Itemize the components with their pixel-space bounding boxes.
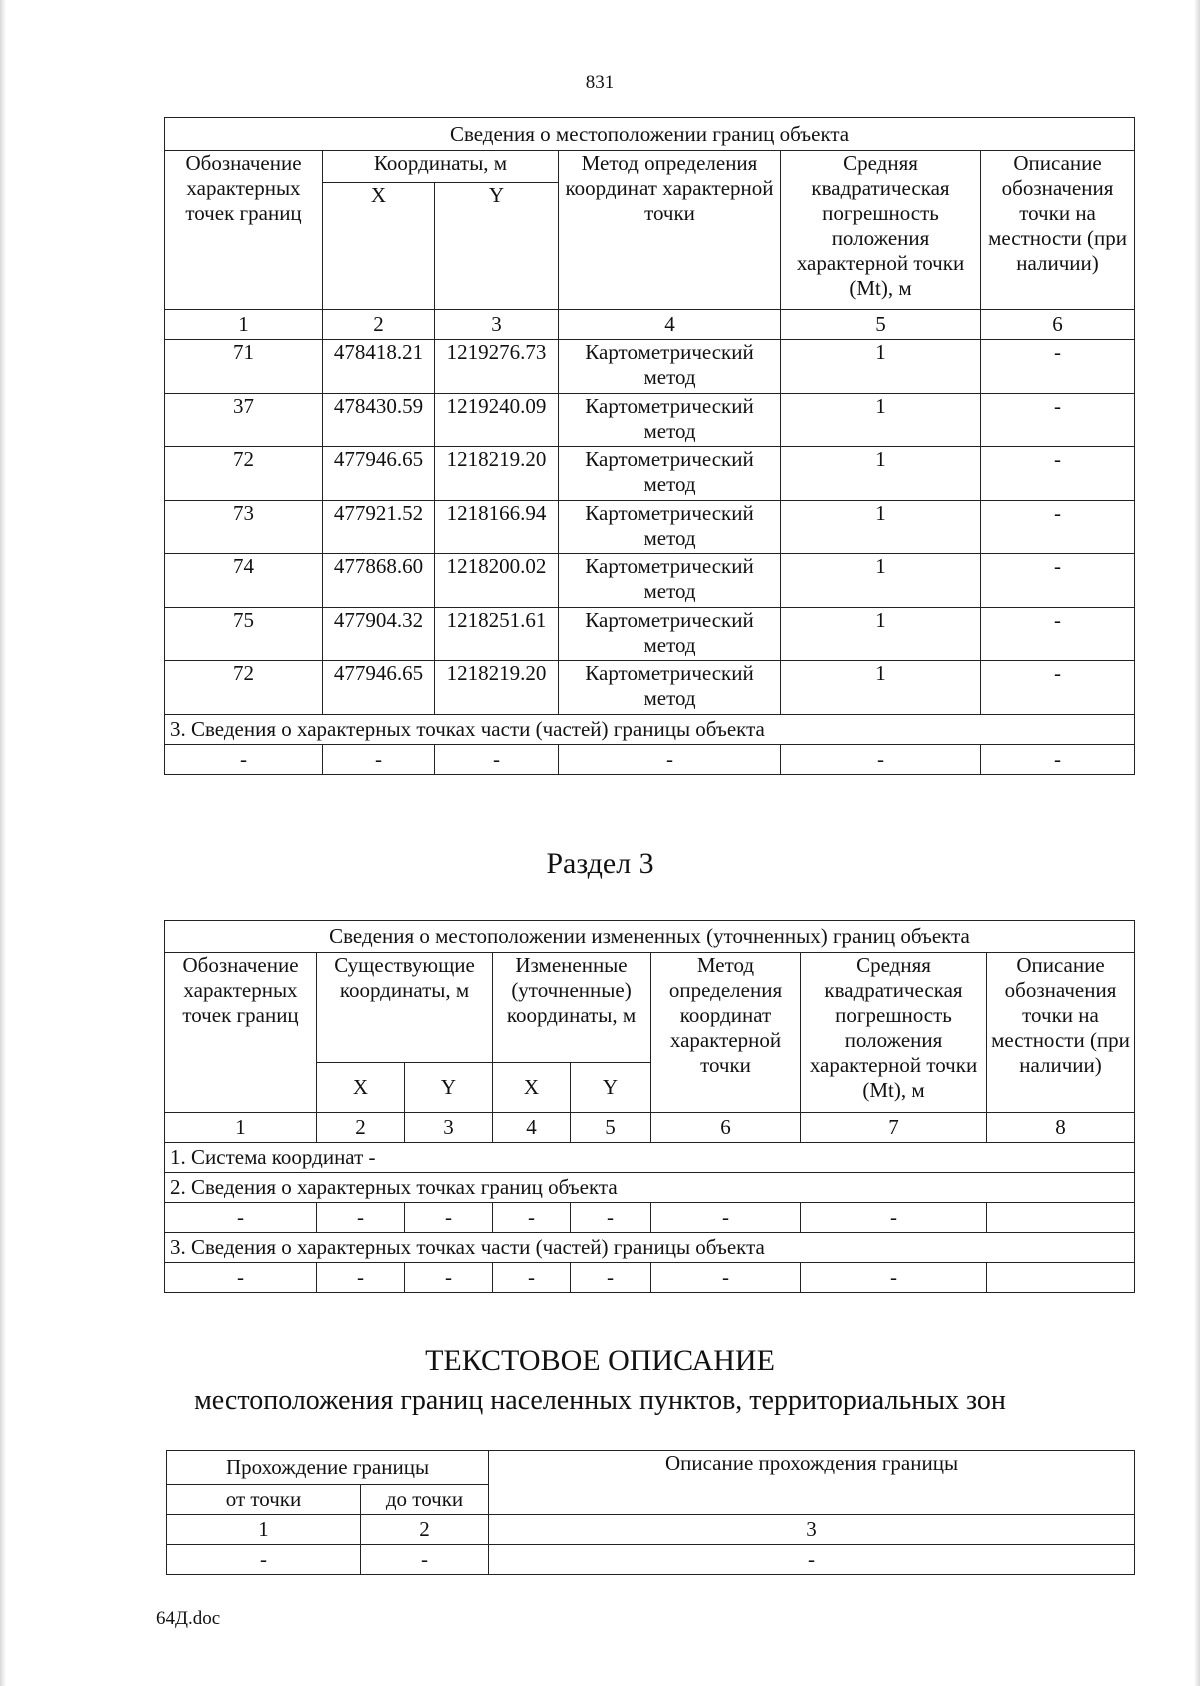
section-label: 1. Система координат - [165, 1143, 1135, 1173]
table-cell: - [435, 744, 559, 774]
table-cell: 1 [781, 607, 981, 661]
header-to-point: до точки [361, 1485, 489, 1515]
table-cell: - [981, 661, 1135, 715]
column-number: 1 [165, 1113, 317, 1143]
table-cell [987, 1203, 1135, 1233]
scan-edge-left [0, 0, 6, 1686]
table-cell: Картометрический метод [559, 607, 781, 661]
column-number: 2 [317, 1113, 405, 1143]
table-cell: 1 [781, 393, 981, 447]
header-designation: Обозначение характерных точек границ [165, 151, 323, 310]
column-number: 1 [165, 310, 323, 340]
table-cell: 1 [781, 554, 981, 608]
table-cell: Картометрический метод [559, 340, 781, 394]
table-cell: - [781, 744, 981, 774]
table-cell: 1219240.09 [435, 393, 559, 447]
table-cell: 1 [781, 500, 981, 554]
table-row [165, 1263, 1135, 1293]
boundary-description-table [166, 1450, 1135, 1575]
table-title: Сведения о местоположении границ объекта [165, 118, 1135, 151]
header-y: Y [435, 183, 559, 310]
header-existing-x: X [317, 1063, 405, 1113]
table-row [167, 1545, 1135, 1575]
column-number: 3 [489, 1515, 1135, 1545]
table-cell: - [317, 1263, 405, 1293]
header-description: Описание обозначения точки на местности (при наличии) [987, 953, 1135, 1113]
header-existing-y: Y [405, 1063, 493, 1113]
table-row [165, 1203, 1135, 1233]
column-number: 2 [361, 1515, 489, 1545]
section-row [165, 714, 1135, 744]
table-cell: Картометрический метод [559, 661, 781, 715]
table-row [165, 393, 1135, 447]
scan-edge-right [1194, 0, 1200, 1686]
table-cell: - [801, 1203, 987, 1233]
table-row [165, 340, 1135, 394]
header-error: Средняя квадратическая погрешность положения характерной точки (Mt), м [801, 953, 987, 1113]
section-label: 2. Сведения о характерных точках границ объекта [165, 1173, 1135, 1203]
table-cell: 477868.60 [323, 554, 435, 608]
table-cell: 73 [165, 500, 323, 554]
header-passage-description: Описание прохождения границы [489, 1451, 1135, 1515]
table-row [165, 447, 1135, 501]
table-cell: - [981, 554, 1135, 608]
table-cell: 75 [165, 607, 323, 661]
section-row [165, 1233, 1135, 1263]
table-row [165, 607, 1135, 661]
header-error: Средняя квадратическая погрешность положения характерной точки (Mt), м [781, 151, 981, 310]
table-cell [987, 1263, 1135, 1293]
table-cell: - [405, 1263, 493, 1293]
table-cell: - [323, 744, 435, 774]
column-number: 6 [981, 310, 1135, 340]
table-row [165, 500, 1135, 554]
column-number-row [167, 1515, 1135, 1545]
table-cell: - [981, 447, 1135, 501]
header-description: Описание обозначения точки на местности (при наличии) [981, 151, 1135, 310]
table-cell: 477921.52 [323, 500, 435, 554]
header-method: Метод определения координат характерной точки [651, 953, 801, 1113]
table-cell: - [493, 1263, 571, 1293]
table-cell: - [981, 744, 1135, 774]
table-cell: 1218219.20 [435, 447, 559, 501]
table-cell: - [167, 1545, 361, 1575]
table-cell: - [571, 1203, 651, 1233]
table-cell: 1218166.94 [435, 500, 559, 554]
table-cell: - [361, 1545, 489, 1575]
column-number: 1 [167, 1515, 361, 1545]
table-title: Сведения о местоположении измененных (уточненных) границ объекта [165, 921, 1135, 953]
header-passage: Прохождение границы [167, 1451, 489, 1485]
header-changed-coordinates: Измененные (уточненные) координаты, м [493, 953, 651, 1063]
header-from-point: от точки [167, 1485, 361, 1515]
section-row [165, 1173, 1135, 1203]
column-number-row [165, 310, 1135, 340]
table-cell: 72 [165, 447, 323, 501]
boundary-points-table [164, 117, 1135, 775]
table-cell: 1 [781, 447, 981, 501]
table-cell: - [981, 393, 1135, 447]
table-row [165, 661, 1135, 715]
table-cell: 1218251.61 [435, 607, 559, 661]
table-cell: - [651, 1263, 801, 1293]
header-x: X [323, 183, 435, 310]
column-number: 8 [987, 1113, 1135, 1143]
column-number: 7 [801, 1113, 987, 1143]
column-number: 4 [559, 310, 781, 340]
table-cell: 1 [781, 661, 981, 715]
table-cell: - [559, 744, 781, 774]
table-cell: - [493, 1203, 571, 1233]
footer-filename: 64Д.doc [156, 1608, 221, 1629]
column-number: 3 [405, 1113, 493, 1143]
table-cell: 1218200.02 [435, 554, 559, 608]
header-existing-coordinates: Существующие координаты, м [317, 953, 493, 1063]
header-coordinates: Координаты, м [323, 151, 559, 183]
table-cell: 477904.32 [323, 607, 435, 661]
table-cell: - [981, 500, 1135, 554]
column-number: 6 [651, 1113, 801, 1143]
section-heading: Раздел 3 [546, 847, 654, 880]
table-cell: Картометрический метод [559, 393, 781, 447]
table-cell: - [489, 1545, 1135, 1575]
table-cell: - [317, 1203, 405, 1233]
column-number: 2 [323, 310, 435, 340]
section-label: 3. Сведения о характерных точках части (частей) границы объекта [165, 1233, 1135, 1263]
column-number-row [165, 1113, 1135, 1143]
table-cell: Картометрический метод [559, 500, 781, 554]
section-row [165, 1143, 1135, 1173]
table-cell: Картометрический метод [559, 447, 781, 501]
table-cell: 477946.65 [323, 447, 435, 501]
table-cell: 71 [165, 340, 323, 394]
table-cell: - [165, 1263, 317, 1293]
table-cell: - [981, 340, 1135, 394]
header-designation: Обозначение характерных точек границ [165, 953, 317, 1113]
table-cell: 478418.21 [323, 340, 435, 394]
table-cell: 74 [165, 554, 323, 608]
column-number: 5 [781, 310, 981, 340]
table-row [165, 554, 1135, 608]
table-cell: - [405, 1203, 493, 1233]
table-cell: 37 [165, 393, 323, 447]
section-label: 3. Сведения о характерных точках части (частей) границы объекта [165, 714, 1135, 744]
table-cell: 1218219.20 [435, 661, 559, 715]
table-cell: - [801, 1263, 987, 1293]
text-description-subtitle: местоположения границ населенных пунктов, территориальных зон [194, 1385, 1006, 1416]
changed-boundary-table [164, 920, 1135, 1293]
table-cell: - [165, 744, 323, 774]
table-cell: 478430.59 [323, 393, 435, 447]
table-cell: - [651, 1203, 801, 1233]
column-number: 5 [571, 1113, 651, 1143]
text-description-title: ТЕКСТОВОЕ ОПИСАНИЕ [425, 1344, 775, 1377]
table-cell: 1 [781, 340, 981, 394]
table-cell: - [571, 1263, 651, 1293]
table-cell: - [165, 1203, 317, 1233]
table-cell: - [981, 607, 1135, 661]
table-cell: 1219276.73 [435, 340, 559, 394]
header-changed-x: X [493, 1063, 571, 1113]
column-number: 3 [435, 310, 559, 340]
table-row [165, 744, 1135, 774]
table-cell: Картометрический метод [559, 554, 781, 608]
column-number: 4 [493, 1113, 571, 1143]
header-changed-y: Y [571, 1063, 651, 1113]
header-method: Метод определения координат характерной точки [559, 151, 781, 310]
table-cell: 72 [165, 661, 323, 715]
table-cell: 477946.65 [323, 661, 435, 715]
page-number: 831 [585, 72, 615, 93]
